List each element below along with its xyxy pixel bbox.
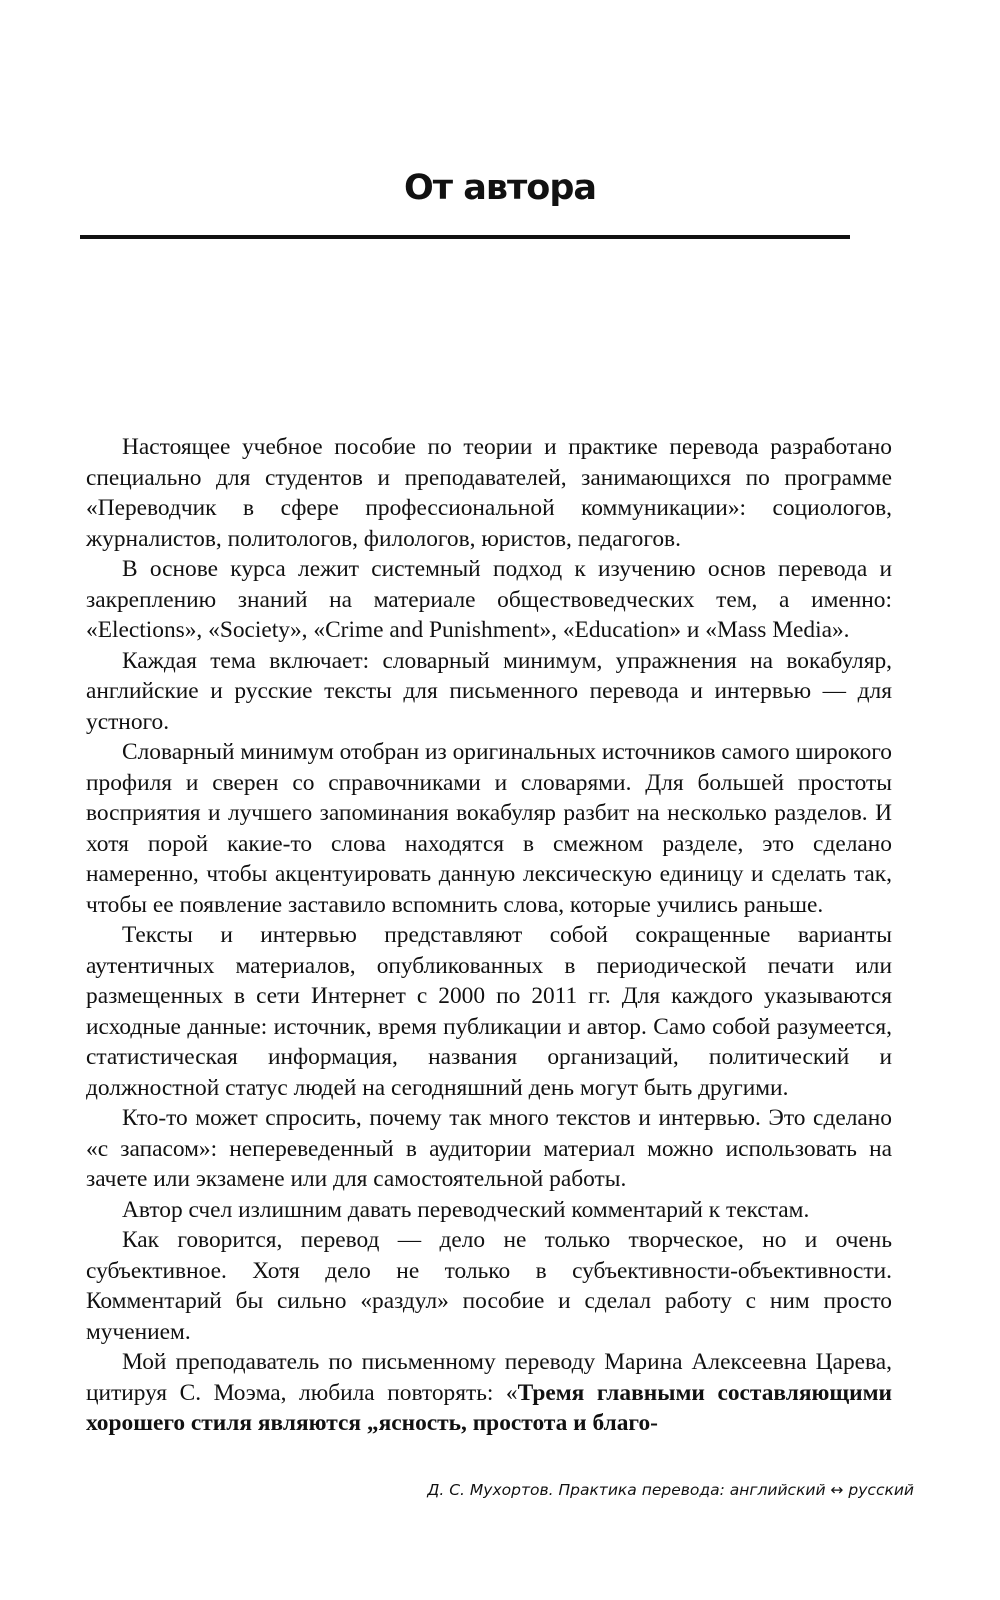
paragraph-text: Мой преподаватель по письменному переводу Марина Алексеевна Царева, цитируя С. Моэма, любила повторять: « — [86, 1349, 892, 1406]
paragraph: Словарный минимум отобран из оригинальных источников самого широкого профиля и сверен со справочниками и словарями. Для большей простоты восприятия и лучшего запоминания вокабуляр разбит на несколько разделов. И хотя порой какие-то слова находятся в смежном разделе, это сделано намеренно, чтобы акцентуировать данную лексическую единицу и сделать так, чтобы ее появление заставило вспомнить слова, которые учились раньше. — [86, 739, 892, 918]
paragraph: Автор счел излишним давать переводческий комментарий к текстам. — [122, 1196, 810, 1223]
paragraph: В основе курса лежит системный подход к изучению основ перевода и закреплению знаний на материале обществоведческих тем, а именно: «Elections», «Society», «Crime and Punishment», «Education» и «Mass Media». — [86, 556, 892, 643]
paragraph-last — [86, 1347, 892, 1439]
paragraph: Настоящее учебное пособие по теории и практике перевода разработано специально для студентов и преподавателей, занимающихся по программе «Переводчик в сфере профессиональной коммуникации»: социологов, журналистов, политологов, филологов, юристов, педагогов. — [86, 434, 892, 552]
running-footer: Д. С. Мухортов. Практика перевода: английский ↔ русский — [427, 1481, 914, 1499]
paragraph: Как говорится, перевод — дело не только творческое, но и очень субъективное. Хотя дело не только в субъективности-объективности. Комментарий бы сильно «раздул» пособие и сделал работу с ним просто мучением. — [86, 1227, 892, 1345]
body-text — [86, 432, 892, 1439]
paragraph: Кто-то может спросить, почему так много текстов и интервью. Это сделано «с запасом»: непереведенный в аудитории материал можно использовать на зачете или экзамене или для самостоятельной работы. — [86, 1105, 892, 1192]
emphasized-quote: Тремя главными составляющими хорошего стиля являются „ясность, простота и благо- — [86, 1379, 892, 1436]
paragraph: Тексты и интервью представляют собой сокращенные варианты аутентичных материалов, опубликованных в периодической печати или размещенных в сети Интернет с 2000 по 2011 гг. Для каждого указываются исходные данные: источник, время публикации и автор. Само собой разумеется, статистическая информация, названия организаций, политический и должностной статус людей на сегодняшний день могут быть другими. — [86, 922, 892, 1101]
paragraph: Каждая тема включает: словарный минимум, упражнения на вокабуляр, английские и русские тексты для письменного перевода и интервью — для устного. — [86, 647, 892, 735]
chapter-title: От автора — [404, 168, 596, 208]
title-underline — [80, 235, 850, 239]
